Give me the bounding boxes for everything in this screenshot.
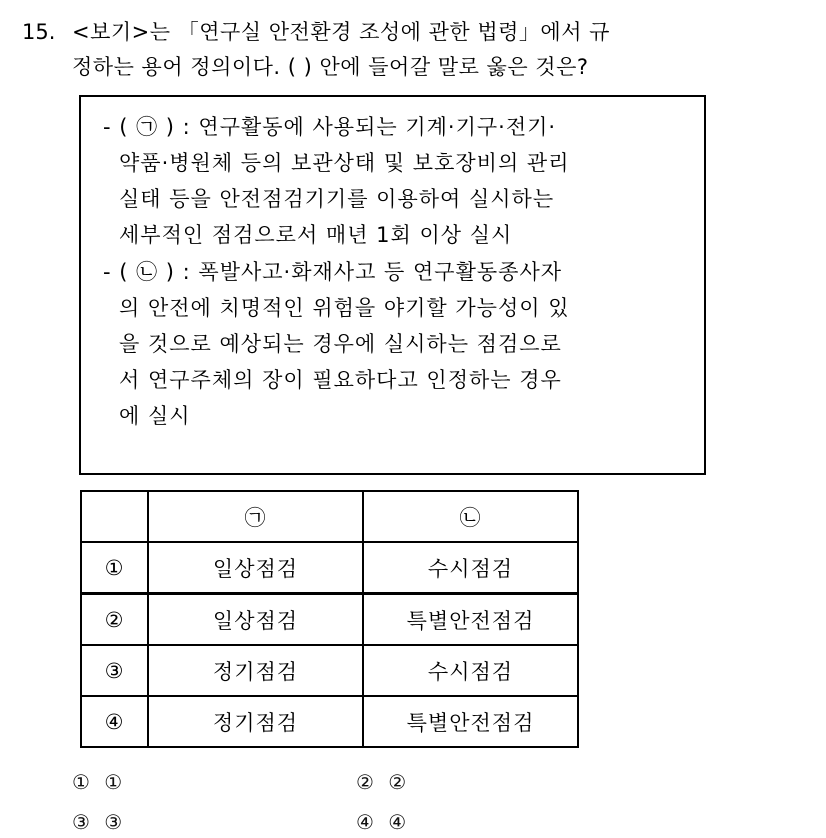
- table-cell: ④: [81, 696, 148, 747]
- table-cell: ①: [81, 542, 148, 594]
- table-cell: 특별안전점검: [363, 594, 578, 646]
- table-header-cell: ㉠: [148, 491, 363, 542]
- answer-option-1[interactable]: [72, 770, 122, 794]
- table-cell: 수시점검: [363, 542, 578, 594]
- definition-a-line: - ( ㉠ ) : 연구활동에 사용되는 기계·기구·전기·: [103, 115, 557, 139]
- answer-marker: ①: [72, 770, 90, 794]
- table-cell: 정기점검: [148, 645, 363, 696]
- table-cell: 특별안전점검: [363, 696, 578, 747]
- definition-a-line: 세부적인 점검으로서 매년 1회 이상 실시: [119, 223, 513, 247]
- table-row: [81, 594, 578, 646]
- question-text-line-1: <보기>는 「연구실 안전환경 조성에 관한 법령」에서 규: [72, 20, 610, 44]
- table-header-cell: ㉡: [363, 491, 578, 542]
- definition-b-line: 서 연구주체의 장이 필요하다고 인정하는 경우: [119, 368, 562, 392]
- table-row: [81, 542, 578, 594]
- question-number: 15.: [22, 20, 56, 44]
- answer-marker: ②: [356, 770, 374, 794]
- definition-a-line: 실태 등을 안전점검기기를 이용하여 실시하는: [119, 187, 555, 211]
- answer-value: ①: [104, 770, 123, 794]
- table-cell: 일상점검: [148, 542, 363, 594]
- table-row: [81, 696, 578, 747]
- table-cell: 일상점검: [148, 594, 363, 646]
- answer-marker: ④: [356, 810, 374, 834]
- definition-b-line: 을 것으로 예상되는 경우에 실시하는 점검으로: [119, 332, 562, 356]
- answer-option-4[interactable]: [356, 810, 406, 834]
- table-header-cell: [81, 491, 148, 542]
- definition-a-line: 약품·병원체 등의 보관상태 및 보호장비의 관리: [119, 151, 570, 175]
- table-row: [81, 645, 578, 696]
- answer-option-2[interactable]: [356, 770, 406, 794]
- answer-option-3[interactable]: [72, 810, 122, 834]
- answer-value: ④: [388, 810, 407, 834]
- table-cell: ②: [81, 594, 148, 646]
- example-box: [79, 95, 706, 475]
- answer-marker: ③: [72, 810, 90, 834]
- table-header-row: [81, 491, 578, 542]
- definition-b-line: 에 실시: [119, 404, 191, 428]
- question-text-line-2: 정하는 용어 정의이다. ( ) 안에 들어갈 말로 옳은 것은?: [72, 55, 589, 79]
- definition-b-line: 의 안전에 치명적인 위험을 야기할 가능성이 있: [119, 296, 570, 320]
- table-cell: ③: [81, 645, 148, 696]
- choices-table: [80, 490, 579, 748]
- answer-value: ②: [388, 770, 407, 794]
- definition-b-line: - ( ㉡ ) : 폭발사고·화재사고 등 연구활동종사자: [103, 260, 563, 284]
- table-cell: 정기점검: [148, 696, 363, 747]
- table-cell: 수시점검: [363, 645, 578, 696]
- answer-value: ③: [104, 810, 123, 834]
